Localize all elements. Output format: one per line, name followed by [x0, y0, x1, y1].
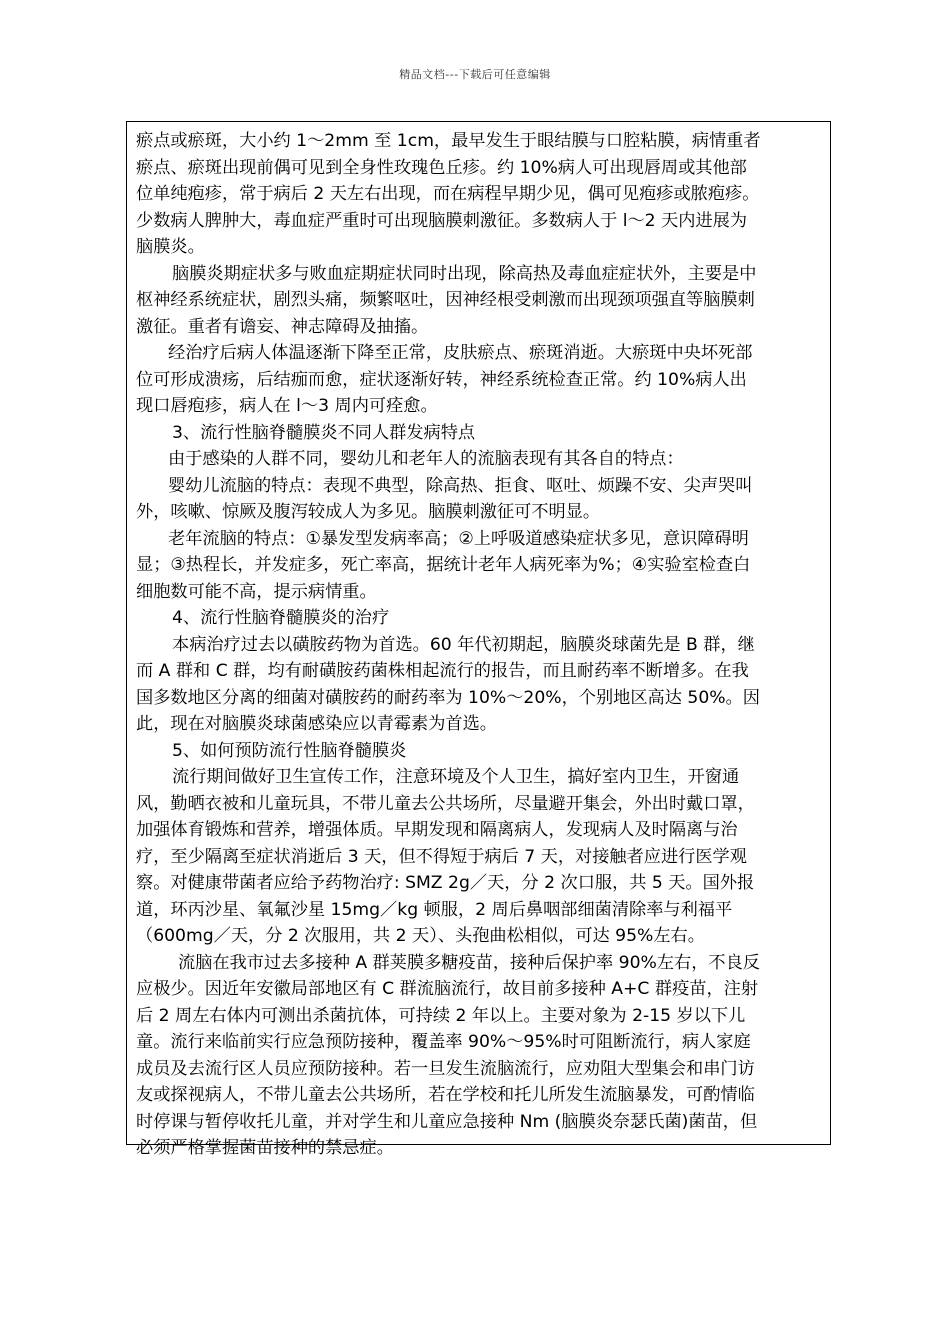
text-line: 经治疗后病人体温逐渐下降至正常，皮肤瘀点、瘀斑消逝。大瘀斑中央坏死部 [168, 343, 753, 363]
text-line: 友或探视病人，不带儿童去公共场所，若在学校和托儿所发生流脑暴发，可酌情临 [136, 1085, 755, 1105]
text-line: 成员及去流行区人员应预防接种。若一旦发生流脑流行，应劝阻大型集会和串门访 [136, 1058, 755, 1079]
text-line: 疗，至少隔离至症状消逝后 3 天，但不得短于病后 7 天，对接触者应进行医学观 [136, 846, 747, 867]
text-line: 现口唇疱疹，病人在 l～3 周内可痊愈。 [136, 396, 438, 416]
text-line: 国多数地区分离的细菌对磺胺药的耐药率为 10%～20%，个别地区高达 50%。因 [136, 687, 760, 708]
text-line: 脑膜炎。 [136, 237, 205, 257]
text-line: 由于感染的人群不同，婴幼儿和老年人的流脑表现有其各自的特点： [168, 449, 684, 469]
text-line: 流脑在我市过去多接种 A 群荚膜多糖疫苗，接种后保护率 90%左右，不良反 [178, 952, 760, 973]
text-line: 瘀点或瘀斑，大小约 1～2mm 至 1cm，最早发生于眼结膜与口腔粘膜，病情重者 [136, 131, 761, 151]
text-line: 童。流行来临前实行应急预防接种，覆盖率 90%～95%时可阻断流行，病人家庭 [136, 1032, 751, 1052]
text-line: （600mg／天，分 2 次服用，共 2 天）、头孢曲松相似，可达 95%左右。 [136, 926, 705, 946]
body-text [136, 128, 826, 1162]
text-line: 流行期间做好卫生宣传工作，注意环境及个人卫生，搞好室内卫生，开窗通 [172, 767, 740, 787]
text-line: 必须严格掌握菌苗接种的禁忌症。 [136, 1138, 394, 1158]
text-line: 4、流行性脑脊髓膜炎的治疗 [172, 608, 390, 628]
text-line: 瘀点、瘀斑出现前偶可见到全身性玫瑰色丘疹。约 10%病人可出现唇周或其他部 [136, 157, 747, 178]
page-header: 精品文档---下载后可任意编辑 [399, 68, 551, 81]
document-table-cell [126, 121, 831, 1158]
text-line: 道，环丙沙星、氧氟沙星 15mg／kg 顿服，2 周后鼻咽部细菌清除率与利福平 [136, 899, 733, 920]
text-line: 风，勤晒衣被和儿童玩具，不带儿童去公共场所，尽量避开集会，外出时戴口罩， [136, 793, 755, 814]
text-line: 后 2 周左右体内可测出杀菌抗体，可持续 2 年以上。主要对象为 2-15 岁以下儿 [136, 1005, 746, 1026]
text-line: 显；③热程长，并发症多，死亡率高，据统计老年人病死率为%；④实验室检查白 [136, 555, 751, 575]
text-line: 位单纯疱疹，常于病后 2 天左右出现，而在病程早期少见，偶可见疱疹或脓疱疹。 [136, 184, 760, 204]
text-line: 外，咳嗽、惊厥及腹泻较成人为多见。脑膜刺激征可不明显。 [136, 502, 601, 522]
text-line: 本病治疗过去以磺胺药物为首选。60 年代初期起，脑膜炎球菌先是 B 群，继 [172, 634, 755, 655]
text-line: 3、流行性脑脊髓膜炎不同人群发病特点 [172, 422, 476, 443]
text-line: 老年流脑的特点：①暴发型发病率高；②上呼吸道感染症状多见，意识障碍明 [168, 528, 749, 549]
text-line: 加强体育锻炼和营养，增强体质。早期发现和隔离病人，发现病人及时隔离与治 [136, 820, 738, 840]
text-line: 察。对健康带菌者应给予药物治疗: SMZ 2g／天，分 2 次口服，共 5 天。国外报 [136, 873, 755, 893]
text-line: 细胞数可能不高，提示病情重。 [136, 581, 377, 602]
text-line: 此，现在对脑膜炎球菌感染应以青霉素为首选。 [136, 714, 497, 734]
text-line: 5、如何预防流行性脑脊髓膜炎 [172, 740, 407, 761]
text-line: 婴幼儿流脑的特点：表现不典型，除高热、拒食、呕吐、烦躁不安、尖声哭叫 [168, 475, 753, 496]
text-line: 而 A 群和 C 群，均有耐磺胺药菌株相起流行的报告，而且耐药率不断增多。在我 [136, 661, 749, 681]
text-line: 位可形成溃疡，后结痂而愈，症状逐渐好转，神经系统检查正常。约 10%病人出 [136, 369, 747, 390]
text-line: 时停课与暂停收托儿童，并对学生和儿童应急接种 Nm (脑膜炎奈瑟氏菌)菌苗，但 [136, 1111, 758, 1132]
text-line: 枢神经系统症状，剧烈头痛，频繁呕吐，因神经根受刺激而出现颈项强直等脑膜刺 [136, 290, 755, 310]
text-line: 激征。重者有谵妄、神志障碍及抽搐。 [136, 316, 429, 337]
text-line: 应极少。因近年安徽局部地区有 C 群流脑流行，故目前多接种 A+C 群疫苗，注射 [136, 979, 759, 999]
text-line: 少数病人脾肿大，毒血症严重时可出现脑膜刺激征。多数病人于 l～2 天内进展为 [136, 210, 748, 231]
text-line: 脑膜炎期症状多与败血症期症状同时出现，除高热及毒血症症状外，主要是中 [172, 263, 757, 284]
